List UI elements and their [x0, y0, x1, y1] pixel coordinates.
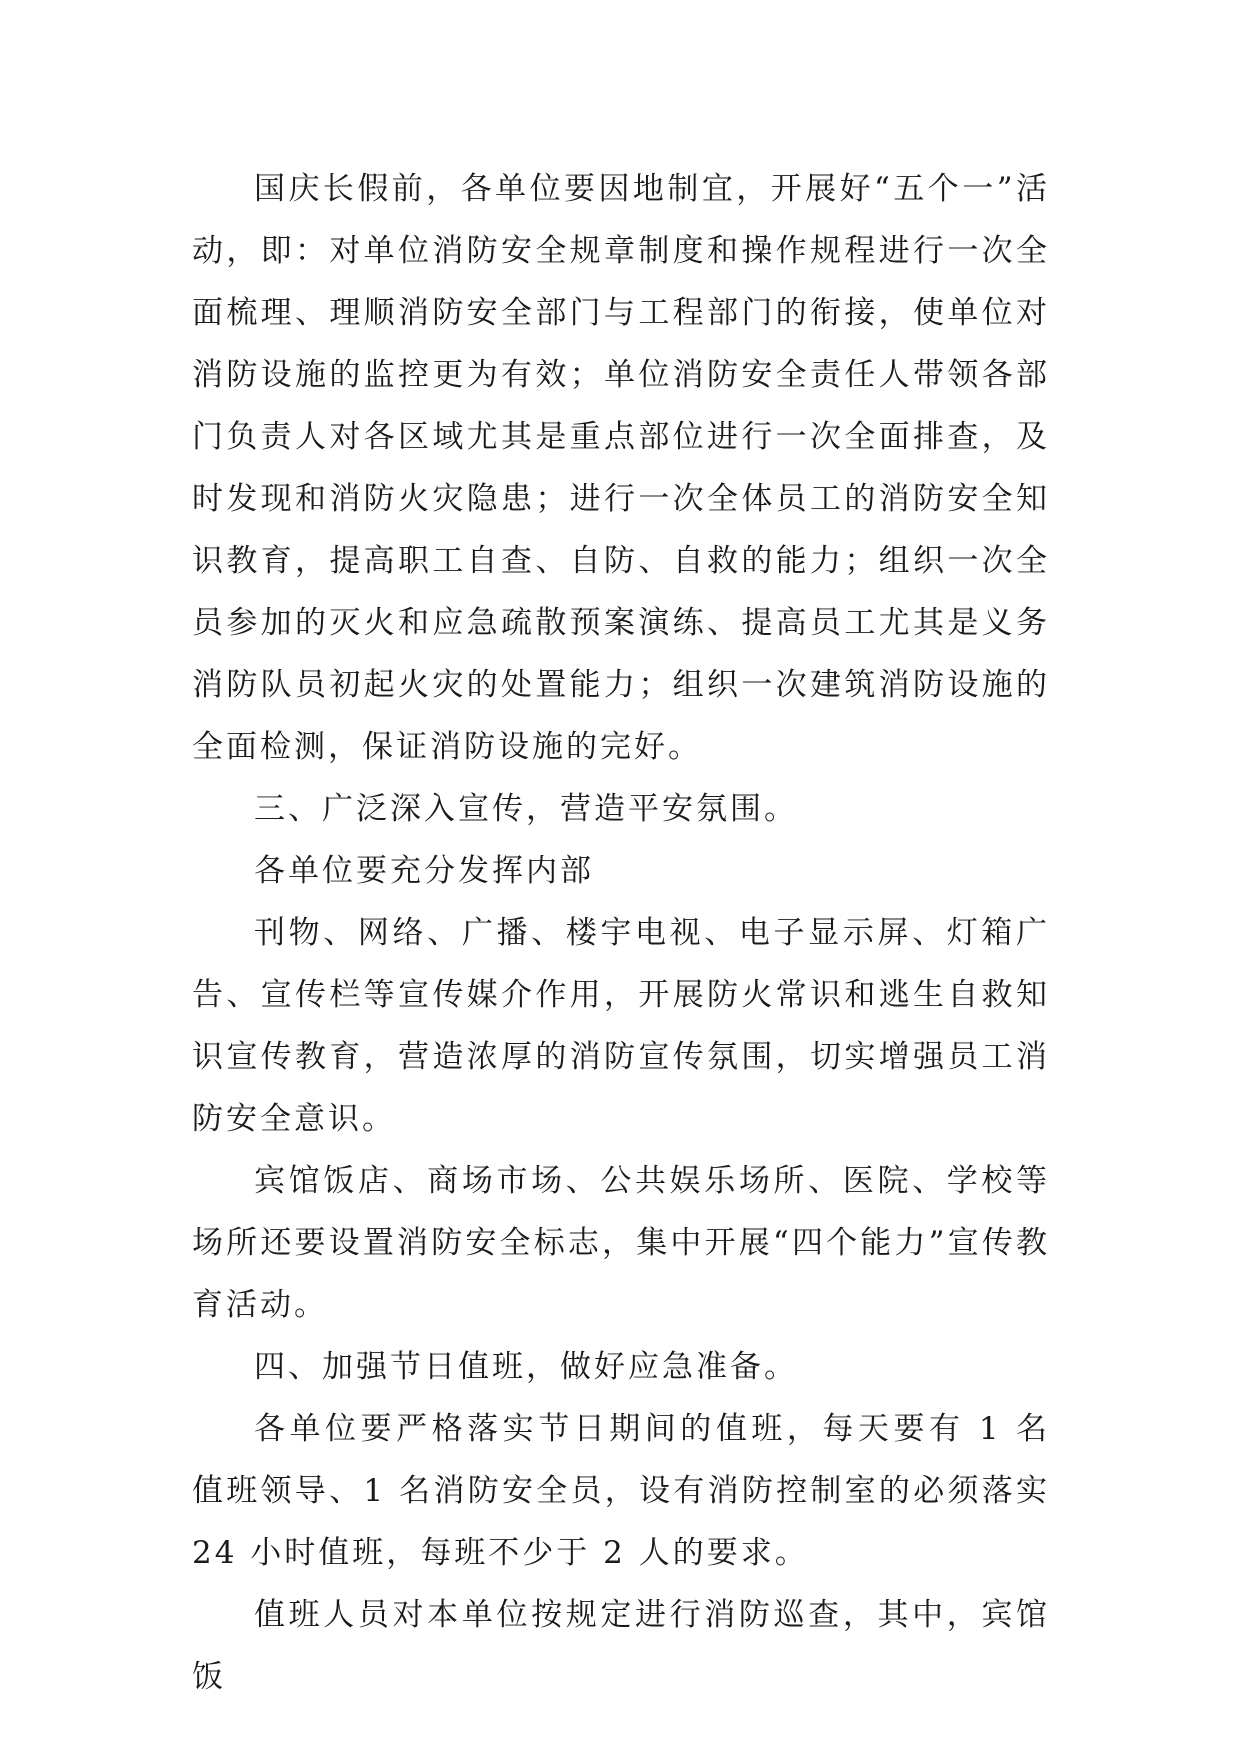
paragraph-duty-requirements: 各单位要严格落实节日期间的值班，每天要有 1 名值班领导、1 名消防安全员，设有消防控制室的必须落实 24 小时值班，每班不少于 2 人的要求。 — [192, 1411, 1050, 1571]
paragraph-venues-signage: 宾馆饭店、商场市场、公共娱乐场所、医院、学校等场所还要设置消防安全标志，集中开展“四个能力”宣传教育活动。 — [192, 1163, 1050, 1323]
paragraph-media-publicity: 刊物、网络、广播、楼宇电视、电子显示屏、灯箱广告、宣传栏等宣传媒介作用，开展防火常识和逃生自救知识宣传教育，营造浓厚的消防宣传氛围，切实增强员工消防安全意识。 — [192, 915, 1050, 1137]
heading-section-three: 三、广泛深入宣传，营造平安氛围。 — [254, 791, 798, 827]
paragraph-internal-media-intro: 各单位要充分发挥内部 — [254, 853, 594, 889]
paragraph-five-activities: 国庆长假前，各单位要因地制宜，开展好“五个一”活动，即：对单位消防安全规章制度和操作规程进行一次全面梳理、理顺消防安全部门与工程部门的衔接，使单位对消防设施的监控更为有效；单位消防安全责任人带领各部门负责人对各区域尤其是重点部位进行一次全面排查，及时发现和消防火灾隐患；进行一次全体员工的消防安全知识教育，提高职工自查、自防、自救的能力；组织一次全员参加的灭火和应急疏散预案演练、提高员工尤其是义务消防队员初起火灾的处置能力；组织一次建筑消防设施的全面检测，保证消防设施的完好。 — [192, 171, 1050, 765]
paragraph-fire-patrol: 值班人员对本单位按规定进行消防巡查，其中，宾馆饭 — [192, 1597, 1050, 1695]
heading-section-four: 四、加强节日值班，做好应急准备。 — [254, 1349, 798, 1385]
document-body — [192, 158, 1050, 1708]
